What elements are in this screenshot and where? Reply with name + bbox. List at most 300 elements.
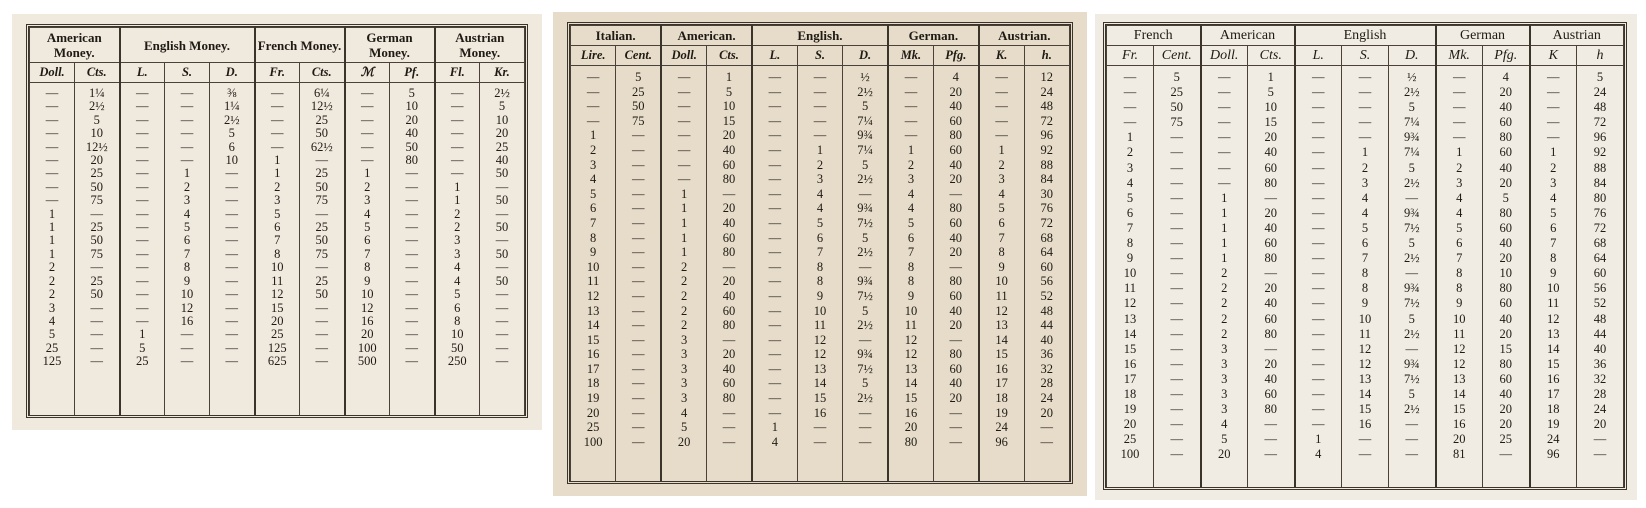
column-values [1154,66,1201,488]
table-cell: 75 [90,193,103,208]
table-cell: 16 [904,405,918,420]
table-cell: 12 [904,332,918,347]
table-cell: 8 [590,230,597,245]
table-cell: 8 [1126,236,1134,251]
table-cell: 1 [183,166,191,181]
table-cell: 2 [681,288,688,303]
table-cell: — [768,405,782,420]
table-cell: 7¼ [857,113,873,128]
table-cell: 12 [1040,70,1054,84]
table-cell: 80 [1264,251,1277,266]
table-cell: 10 [1453,311,1466,326]
table-cell: 1 [274,166,281,181]
table-cell: 10 [1123,266,1137,281]
column-header: D. [210,63,255,83]
table-cell: — [1170,296,1183,311]
table-cell: 72 [1593,115,1607,130]
table-cell: 15 [1453,402,1466,417]
table-cell: — [1123,115,1137,130]
table-cell: 5 [183,220,191,235]
table-cell: — [768,361,782,376]
table-cell: 20 [1499,85,1512,100]
table-cell: 10 [90,126,103,141]
table-cell: 16 [1358,417,1372,432]
table-cell: 20 [949,245,963,260]
table-cell: — [180,112,194,127]
table-cell: 3 [998,172,1005,187]
table-cell: 4 [907,201,915,216]
table-cell: 9 [1550,266,1557,281]
group-header: German [1436,26,1530,46]
table-cell: 56 [1040,274,1054,289]
table-cell: 68 [1593,236,1607,251]
table-cell: 75 [1170,115,1183,130]
table-cell: — [1499,447,1512,462]
table-cell: — [1170,160,1183,175]
table-cell: — [586,84,600,99]
table-cell: 44 [1040,318,1054,333]
table-cell: 2 [454,206,461,221]
table-cell: 80 [722,172,736,187]
table-cell: 40 [949,376,963,391]
table-cell: 16 [995,361,1008,376]
column-header: Pf. [390,63,435,83]
table-cell: — [1218,160,1231,175]
table-cell: — [904,113,918,128]
table-cell: 4 [1550,190,1557,205]
table-cell: — [1123,100,1137,115]
column-header: ℳ [345,63,390,83]
table-cell: — [1218,175,1231,190]
table-cell: 20 [722,274,736,289]
table-cell: — [632,303,645,318]
table-cell: — [768,84,782,99]
table-cell: — [495,287,509,302]
table-cell: — [813,70,827,84]
table-cell: 8 [454,313,461,328]
table-cell: 20 [90,153,103,168]
table-cell: 8 [1456,281,1463,296]
column-values [345,83,390,416]
table-cell: 60 [949,142,963,157]
table-cell: — [45,86,59,100]
table-cell: 1 [1315,432,1322,447]
column-values [435,83,480,416]
table-cell: — [180,327,194,342]
table-cell: 7 [183,246,191,261]
table-cell: 13 [904,361,918,376]
table-cell: 50 [90,179,103,194]
table-cell: 10 [995,274,1008,289]
table-cell: 5 [364,220,371,235]
table-cell: 5 [454,287,461,302]
table-cell: — [904,84,918,99]
table-cell: — [225,193,238,208]
table-cell: — [1170,251,1183,266]
column-header: S. [797,46,842,66]
table-cell: — [225,233,238,248]
table-cell: 4 [454,273,461,288]
table-cell: 3 [1221,371,1228,386]
table-cell: — [995,70,1008,84]
table-cell: 40 [1499,311,1512,326]
table-cell: 7 [590,215,597,230]
table-cell: — [180,354,194,369]
table-cell: 5 [1408,311,1415,326]
table-cell: — [768,215,782,230]
column-header: Lire. [571,46,616,66]
column-values [933,66,978,482]
table-cell: 1 [1221,251,1228,266]
table-cell: 5 [1456,220,1463,235]
table-cell: 12 [995,303,1008,318]
column-header: S. [1342,46,1389,66]
table-cell: 4 [998,186,1005,201]
table-cell: — [949,259,963,274]
table-cell: 20 [271,313,284,328]
table-cell: 50 [315,126,328,141]
table-cell: 1 [907,142,915,157]
table-cell: 4 [364,206,371,221]
table-cell: 4 [771,434,778,449]
table-cell: — [1312,311,1325,326]
table-cell: 30 [1040,186,1054,201]
table-cell: — [405,233,418,248]
group-header: English. [752,26,888,46]
table-cell: 60 [722,157,736,172]
table-cell: — [405,179,418,194]
table-cell: 25 [90,273,103,288]
table-cell: 2 [274,179,281,194]
table-cell: 1 [364,166,371,181]
table-cell: 2 [681,259,688,274]
table-cell: 80 [1499,281,1512,296]
table-cell: 16 [1123,356,1137,371]
table-cell: 20 [361,327,374,342]
table-cell: 1 [816,142,824,157]
table-cell: 5 [48,327,56,342]
table-cell: ⅜ [227,86,237,100]
table-cell: 1 [1221,190,1228,205]
table-cell: 40 [1264,371,1277,386]
table-cell: 19 [586,391,600,406]
column-values [1530,66,1577,488]
table-cell: — [90,260,103,275]
table-cell: — [768,113,782,128]
table-cell: 5 [1550,205,1557,220]
group-header: Austrian. [979,26,1070,46]
table-cell: — [722,259,736,274]
column-header: L. [1295,46,1342,66]
table-cell: — [813,420,827,435]
column-values [571,66,616,482]
table-cell: — [451,86,464,100]
column-values [1248,66,1295,488]
table-cell: 50 [315,287,328,302]
table-cell: 25 [136,354,149,369]
table-cell: 5 [1408,386,1415,401]
table-cell: — [315,300,328,315]
table-cell: 3 [183,193,191,208]
table-cell: — [722,434,736,449]
table-cell: 20 [1499,175,1512,190]
table-cell: 40 [1593,341,1607,356]
column-header: Doll. [30,63,75,83]
table-cell: — [495,300,509,315]
table-cell: — [768,274,782,289]
table-cell: — [768,347,782,362]
table-cell: — [90,327,103,342]
table-cell: 20 [1499,251,1512,266]
table-cell: 13 [1123,311,1137,326]
table-cell: — [632,332,645,347]
column-values [165,83,210,416]
table-cell: — [677,99,691,114]
column-values [1342,66,1389,488]
table-cell: 3 [907,172,915,187]
table-cell: — [315,340,328,355]
table-cell: 2 [1456,160,1463,175]
table-cell: 1 [681,230,688,245]
table-cell: 60 [722,230,736,245]
table-cell: — [1170,145,1183,160]
table-cell: 2½ [1403,326,1420,341]
table-cell: 2 [590,142,597,157]
table-cell: 4 [1456,205,1463,220]
table-cell: — [722,332,736,347]
table-cell: 2½ [494,86,510,100]
column-values [707,66,752,482]
table-cell: 20 [1264,205,1277,220]
column-values [120,83,165,416]
table-cell: 32 [1593,371,1607,386]
table-cell: 4 [48,313,56,328]
table-cell: 5 [861,376,869,391]
table-cell: — [1218,130,1231,145]
table-cell: 40 [1040,332,1054,347]
table-cell: 10 [1358,311,1372,326]
conversion-table-3 [1095,14,1637,500]
table-cell: 20 [1499,417,1512,432]
table-cell: 3 [1361,175,1369,190]
table-cell: 7 [907,245,915,260]
table-cell: 1 [590,128,597,143]
column-values [210,83,255,416]
table-cell: 40 [722,215,736,230]
table-cell: 76 [1040,201,1054,216]
table-cell: — [1453,115,1466,130]
table-cell: 7 [816,245,824,260]
table-cell: — [632,142,645,157]
table-cell: 12 [1123,296,1137,311]
table-cell: 2½ [223,112,240,127]
table-cell: — [90,340,103,355]
table-cell: 20 [405,112,418,127]
group-header: English [1295,26,1436,46]
column-header: Doll. [1201,46,1248,66]
table-cell: 5 [861,303,869,318]
table-cell: 80 [1264,402,1277,417]
table-cell: — [632,376,645,391]
table-cell: 5 [1267,85,1274,100]
table-cell: — [451,139,464,154]
table-cell: 2 [48,273,56,288]
table-cell: 4 [590,172,597,187]
table-cell: — [722,186,736,201]
table-cell: 10 [1499,266,1512,281]
column-values [797,66,842,482]
table-cell: — [1547,70,1560,84]
table-cell: 2½ [1403,251,1420,266]
table-cell: 1 [998,142,1005,157]
table-cell: 2 [1221,326,1228,341]
table-cell: 12 [1358,341,1372,356]
table-cell: 20 [722,347,736,362]
table-cell: 50 [1170,100,1183,115]
table-cell: 24 [1593,402,1607,417]
table-cell: — [1170,236,1183,251]
table-cell: 1 [1221,220,1228,235]
table-cell: — [1358,432,1372,447]
table-cell: — [361,153,374,168]
table-cell: — [1170,130,1183,145]
table-cell: 75 [90,246,103,261]
column-header: K [1530,46,1577,66]
table-cell: — [1358,70,1372,84]
table-cell: 5 [861,230,869,245]
table-cell: 20 [586,405,600,420]
table-cell: 15 [1547,356,1560,371]
table-cell: — [495,354,509,369]
table-cell: 20 [1499,402,1512,417]
table-cell: 7½ [857,215,873,230]
table-cell: 6 [1361,236,1369,251]
table-cell: — [451,166,464,181]
table-cell: 50 [315,233,328,248]
table-cell: — [677,84,691,99]
table-cell: — [1312,386,1325,401]
table-cell: 40 [1499,160,1512,175]
table-cell: 20 [722,128,736,143]
table-cell: — [1264,432,1277,447]
table-cell: — [1312,190,1325,205]
table-cell: 16 [180,313,194,328]
table-cell: — [405,313,418,328]
table-cell: 36 [1593,356,1607,371]
table-frame [26,24,528,418]
table-cell: — [405,193,418,208]
table-cell: — [1312,160,1325,175]
table-cell: — [1312,100,1325,115]
table-cell: 60 [1264,160,1277,175]
table-cell: 3 [48,300,56,315]
table-cell: 7¼ [1403,145,1420,160]
table-cell: 60 [1499,371,1512,386]
table-cell: 12 [1547,311,1560,326]
table-cell: 20 [495,126,509,141]
table-cell: 14 [995,332,1008,347]
table-cell: 76 [1593,205,1607,220]
table-cell: 15 [813,391,827,406]
table-cell: 15 [1499,341,1512,356]
table-cell: 19 [1123,402,1137,417]
table-cell: 6 [1456,236,1463,251]
table-cell: — [315,153,328,168]
table-cell: 60 [1499,115,1512,130]
table-cell: 2 [1126,145,1134,160]
table-cell: — [768,288,782,303]
table-cell: 9¾ [1403,281,1420,296]
table-cell: 15 [586,332,600,347]
table-cell: — [136,126,149,141]
table-cell: — [768,157,782,172]
table-cell: 60 [1264,386,1277,401]
table-cell: 15 [1123,341,1137,356]
table-cell: — [949,332,963,347]
group-header: German Money. [345,28,435,63]
table-cell: — [1312,205,1325,220]
table-cell: 9 [1456,296,1463,311]
table-cell: 3 [1221,386,1228,401]
group-header: German. [888,26,979,46]
table-cell: — [995,99,1008,114]
table-cell: — [1312,371,1325,386]
table-cell: — [405,327,418,342]
table-cell: 15 [1264,115,1277,130]
table-cell: 80 [904,434,918,449]
table-cell: 13 [813,361,827,376]
table-cell: 5 [816,215,824,230]
table-cell: 2½ [857,318,873,333]
table-cell: 2 [364,179,371,194]
table-cell: 9 [998,259,1005,274]
table-cell: 2 [454,220,461,235]
column-header: Mk. [1436,46,1483,66]
table-cell: — [632,157,645,172]
table-cell: — [768,391,782,406]
table-cell: 64 [1040,245,1054,260]
table-cell: 1 [725,70,733,84]
table-cell: 1 [1550,145,1557,160]
table-cell: 7 [274,233,281,248]
conversion-table-1 [12,14,542,430]
money-table [1106,25,1624,487]
table-cell: — [1170,432,1183,447]
table-cell: 2½ [857,245,873,260]
table-cell: 28 [1593,386,1607,401]
table-cell: 11 [587,274,600,289]
table-cell: 2½ [1403,175,1420,190]
column-header: D. [843,46,888,66]
column-header: Mk. [888,46,933,66]
table-cell: — [632,347,645,362]
table-cell: 5 [1408,236,1415,251]
table-cell: — [136,273,149,288]
table-cell: — [632,434,645,449]
table-cell: — [1312,281,1325,296]
table-cell: 1¼ [88,86,105,100]
table-cell: 50 [495,273,509,288]
table-cell: 17 [1123,371,1137,386]
conversion-table-2 [553,12,1087,496]
table-cell: 25 [90,166,103,181]
table-cell: — [1312,417,1325,432]
table-cell: 6 [183,233,191,248]
table-cell: — [1123,70,1137,84]
table-cell: 24 [995,420,1008,435]
table-cell: 16 [361,313,374,328]
table-cell: 125 [267,340,287,355]
